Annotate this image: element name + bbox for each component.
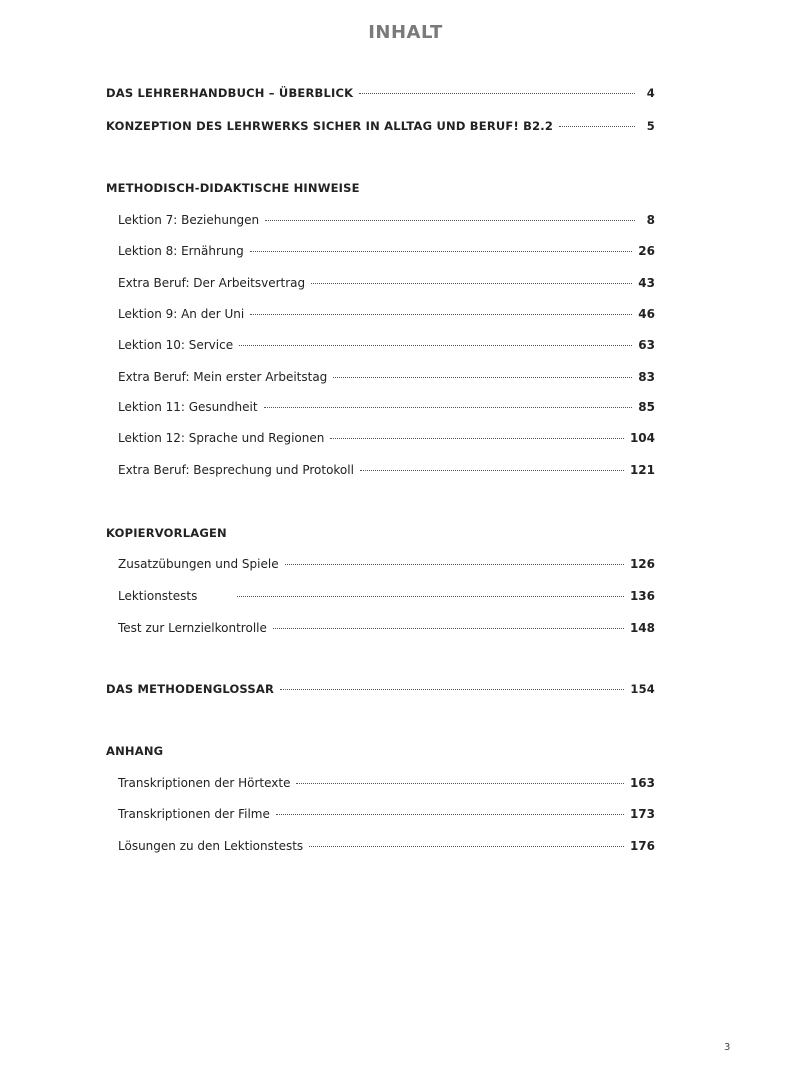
toc-entry-methodenglossar[interactable] xyxy=(106,680,655,698)
toc-item-label: Lektion 9: An der Uni xyxy=(118,307,245,321)
toc-item-page: 176 xyxy=(629,839,655,853)
toc-entry-label: DAS LEHRERHANDBUCH – ÜBERBLICK xyxy=(106,86,354,100)
toc-item-page: 46 xyxy=(638,307,655,321)
toc-item[interactable] xyxy=(118,368,655,386)
dot-leader xyxy=(309,846,624,847)
toc-item-label: Zusatzübungen und Spiele xyxy=(118,557,279,571)
toc-entry-page: 154 xyxy=(630,682,655,696)
toc-item-label: Extra Beruf: Der Arbeitsvertrag xyxy=(118,276,306,290)
toc-item-label: Test zur Lernzielkontrolle xyxy=(118,621,267,635)
toc-item[interactable] xyxy=(118,461,655,479)
toc-item[interactable] xyxy=(118,619,655,637)
toc-item-label: Extra Beruf: Besprechung und Protokoll xyxy=(118,463,354,477)
dot-leader xyxy=(265,220,635,221)
dot-leader xyxy=(250,314,632,315)
dot-leader xyxy=(559,126,635,127)
toc-item[interactable] xyxy=(118,274,655,292)
dot-leader xyxy=(285,564,624,565)
toc-item-label: Lektion 11: Gesundheit xyxy=(118,400,258,414)
toc-entry-page: 5 xyxy=(646,119,655,133)
toc-item[interactable] xyxy=(118,305,655,323)
toc-item-label: Lösungen zu den Lektionstests xyxy=(118,839,304,853)
toc-item-page: 136 xyxy=(629,589,655,603)
dot-leader xyxy=(276,814,624,815)
toc-item-page: 85 xyxy=(638,400,655,414)
toc-entry-concept[interactable] xyxy=(106,117,655,135)
toc-item[interactable] xyxy=(118,429,655,447)
toc-item[interactable] xyxy=(118,242,655,260)
toc-item[interactable] xyxy=(118,336,655,354)
toc-item-page: 104 xyxy=(629,431,655,445)
toc-item-label: Lektion 10: Service xyxy=(118,338,234,352)
toc-item-page: 63 xyxy=(638,338,655,352)
toc-entry-page: 4 xyxy=(646,86,655,100)
page-number: 3 xyxy=(724,1042,731,1053)
toc-item-label: Lektion 7: Beziehungen xyxy=(118,213,260,227)
dot-leader xyxy=(360,470,624,471)
toc-item[interactable] xyxy=(118,587,655,605)
dot-leader xyxy=(311,283,632,284)
toc-item[interactable] xyxy=(118,398,655,416)
toc-item-label: Lektion 12: Sprache und Regionen xyxy=(118,431,325,445)
dot-leader xyxy=(250,251,633,252)
toc-item-label: Lektion 8: Ernährung xyxy=(118,244,244,258)
dot-leader xyxy=(273,628,624,629)
toc-entry-label: DAS METHODENGLOSSAR xyxy=(106,682,275,696)
toc-item-label: Extra Beruf: Mein erster Arbeitstag xyxy=(118,370,328,384)
toc-item-page: 163 xyxy=(629,776,655,790)
toc-item-page: 43 xyxy=(638,276,655,290)
dot-leader xyxy=(264,407,633,408)
toc-entry-label: KONZEPTION DES LEHRWERKS SICHER IN ALLTAG UND BERUF! B2.2 xyxy=(106,119,554,133)
dot-leader xyxy=(359,93,635,94)
toc-item-label: Lektionstests xyxy=(118,589,198,603)
section-heading-kopiervorlagen: KOPIERVORLAGEN xyxy=(106,526,227,540)
toc-item-page: 148 xyxy=(629,621,655,635)
toc-item-label: Transkriptionen der Hörtexte xyxy=(118,776,291,790)
toc-item-page: 121 xyxy=(629,463,655,477)
dot-leader xyxy=(237,596,624,597)
toc-item-page: 83 xyxy=(638,370,655,384)
section-heading-methodisch: METHODISCH-DIDAKTISCHE HINWEISE xyxy=(106,181,360,195)
dot-leader xyxy=(280,689,624,690)
dot-leader xyxy=(333,377,632,378)
dot-leader xyxy=(296,783,623,784)
toc-item-page: 26 xyxy=(638,244,655,258)
page-title: INHALT xyxy=(368,22,443,43)
toc-item[interactable] xyxy=(118,555,655,573)
toc-item-page: 8 xyxy=(646,213,655,227)
toc-item-page: 126 xyxy=(629,557,655,571)
section-heading-anhang: ANHANG xyxy=(106,744,164,758)
toc-item[interactable] xyxy=(118,837,655,855)
toc-item-page: 173 xyxy=(629,807,655,821)
dot-leader xyxy=(330,438,624,439)
toc-item[interactable] xyxy=(118,805,655,823)
dot-leader xyxy=(239,345,632,346)
toc-item[interactable] xyxy=(118,774,655,792)
toc-entry-handbook-overview[interactable] xyxy=(106,84,655,102)
toc-item[interactable] xyxy=(118,211,655,229)
toc-item-label: Transkriptionen der Filme xyxy=(118,807,270,821)
